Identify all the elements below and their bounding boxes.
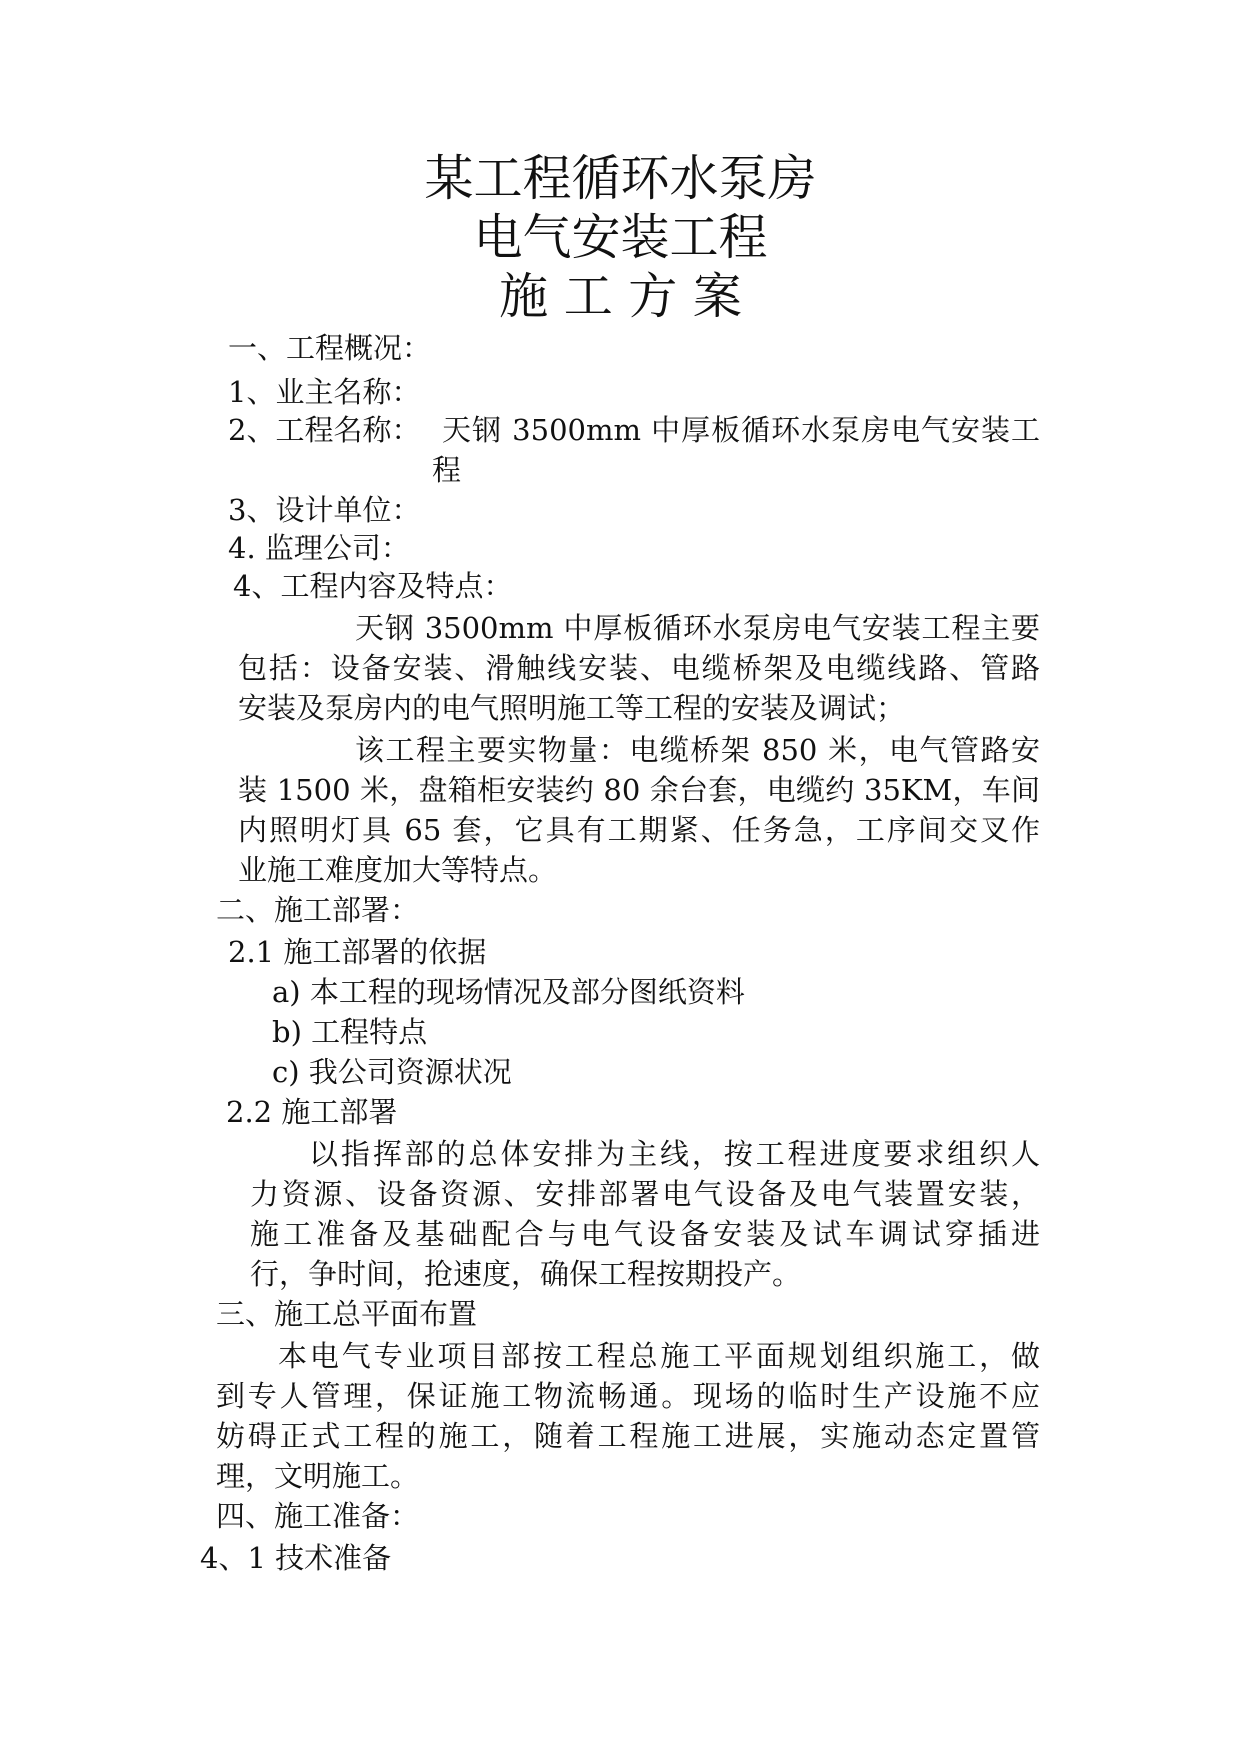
deployment-line-3: 施工准备及基础配合与电气设备安装及试车调试穿插进 (250, 1217, 1040, 1251)
section-4-1-heading: 4、1 技术准备 (200, 1541, 392, 1575)
paragraph-1-line-2: 包括：设备安装、滑触线安装、电缆桥架及电缆线路、管路 (238, 651, 1040, 685)
designer-line: 3、设计单位： (228, 493, 421, 527)
section-3-heading: 三、施工总平面布置 (216, 1297, 478, 1331)
project-name-value-line-2: 程 (432, 453, 462, 487)
section-4-heading: 四、施工准备： (216, 1499, 420, 1533)
section-2-1-heading: 2.1 施工部署的依据 (228, 935, 487, 969)
title-line-2: 电气安装工程 (473, 209, 768, 266)
title-line-1: 某工程循环水泵房 (424, 150, 817, 207)
layout-line-4: 理，文明施工。 (216, 1459, 420, 1493)
paragraph-2-line-1: 该工程主要实物量：电缆桥架 850 米，电气管路安 (355, 733, 1040, 767)
layout-line-1: 本电气专业项目部按工程总施工平面规划组织施工，做 (278, 1339, 1040, 1373)
paragraph-1-line-3: 安装及泵房内的电气照明施工等工程的安装及调试； (238, 691, 906, 725)
section-2-heading: 二、施工部署： (216, 893, 420, 927)
project-name-label: 2、工程名称： (228, 413, 421, 447)
owner-line: 1、业主名称： (228, 375, 421, 409)
title-line-3: 施 工 方 案 (499, 268, 742, 325)
section-1-heading: 一、工程概况： (228, 331, 432, 365)
deployment-line-1: 以指挥部的总体安排为主线，按工程进度要求组织人 (309, 1137, 1040, 1171)
basis-item-a: a) 本工程的现场情况及部分图纸资料 (272, 975, 745, 1009)
paragraph-2-line-2: 装 1500 米，盘箱柜安装约 80 余台套，电缆约 35KM，车间 (238, 773, 1040, 807)
deployment-line-4: 行，争时间，抢速度，确保工程按期投产。 (250, 1257, 802, 1291)
paragraph-2-line-4: 业施工难度加大等特点。 (238, 853, 558, 887)
supervisor-line: 4. 监理公司： (228, 531, 410, 565)
section-2-2-heading: 2.2 施工部署 (226, 1095, 398, 1129)
layout-line-3: 妨碍正式工程的施工，随着工程施工进展，实施动态定置管 (216, 1419, 1040, 1453)
paragraph-2-line-3: 内照明灯具 65 套，它具有工期紧、任务急，工序间交叉作 (238, 813, 1040, 847)
content-heading: 4、工程内容及特点： (233, 569, 513, 603)
project-name-value-line-1: 天钢 3500mm 中厚板循环水泵房电气安装工 (442, 413, 1040, 447)
layout-line-2: 到专人管理，保证施工物流畅通。现场的临时生产设施不应 (216, 1379, 1040, 1413)
deployment-line-2: 力资源、设备资源、安排部署电气设备及电气装置安装， (250, 1177, 1040, 1211)
basis-item-c: c) 我公司资源状况 (272, 1055, 512, 1089)
paragraph-1-line-1: 天钢 3500mm 中厚板循环水泵房电气安装工程主要 (355, 611, 1040, 645)
basis-item-b: b) 工程特点 (272, 1015, 428, 1049)
